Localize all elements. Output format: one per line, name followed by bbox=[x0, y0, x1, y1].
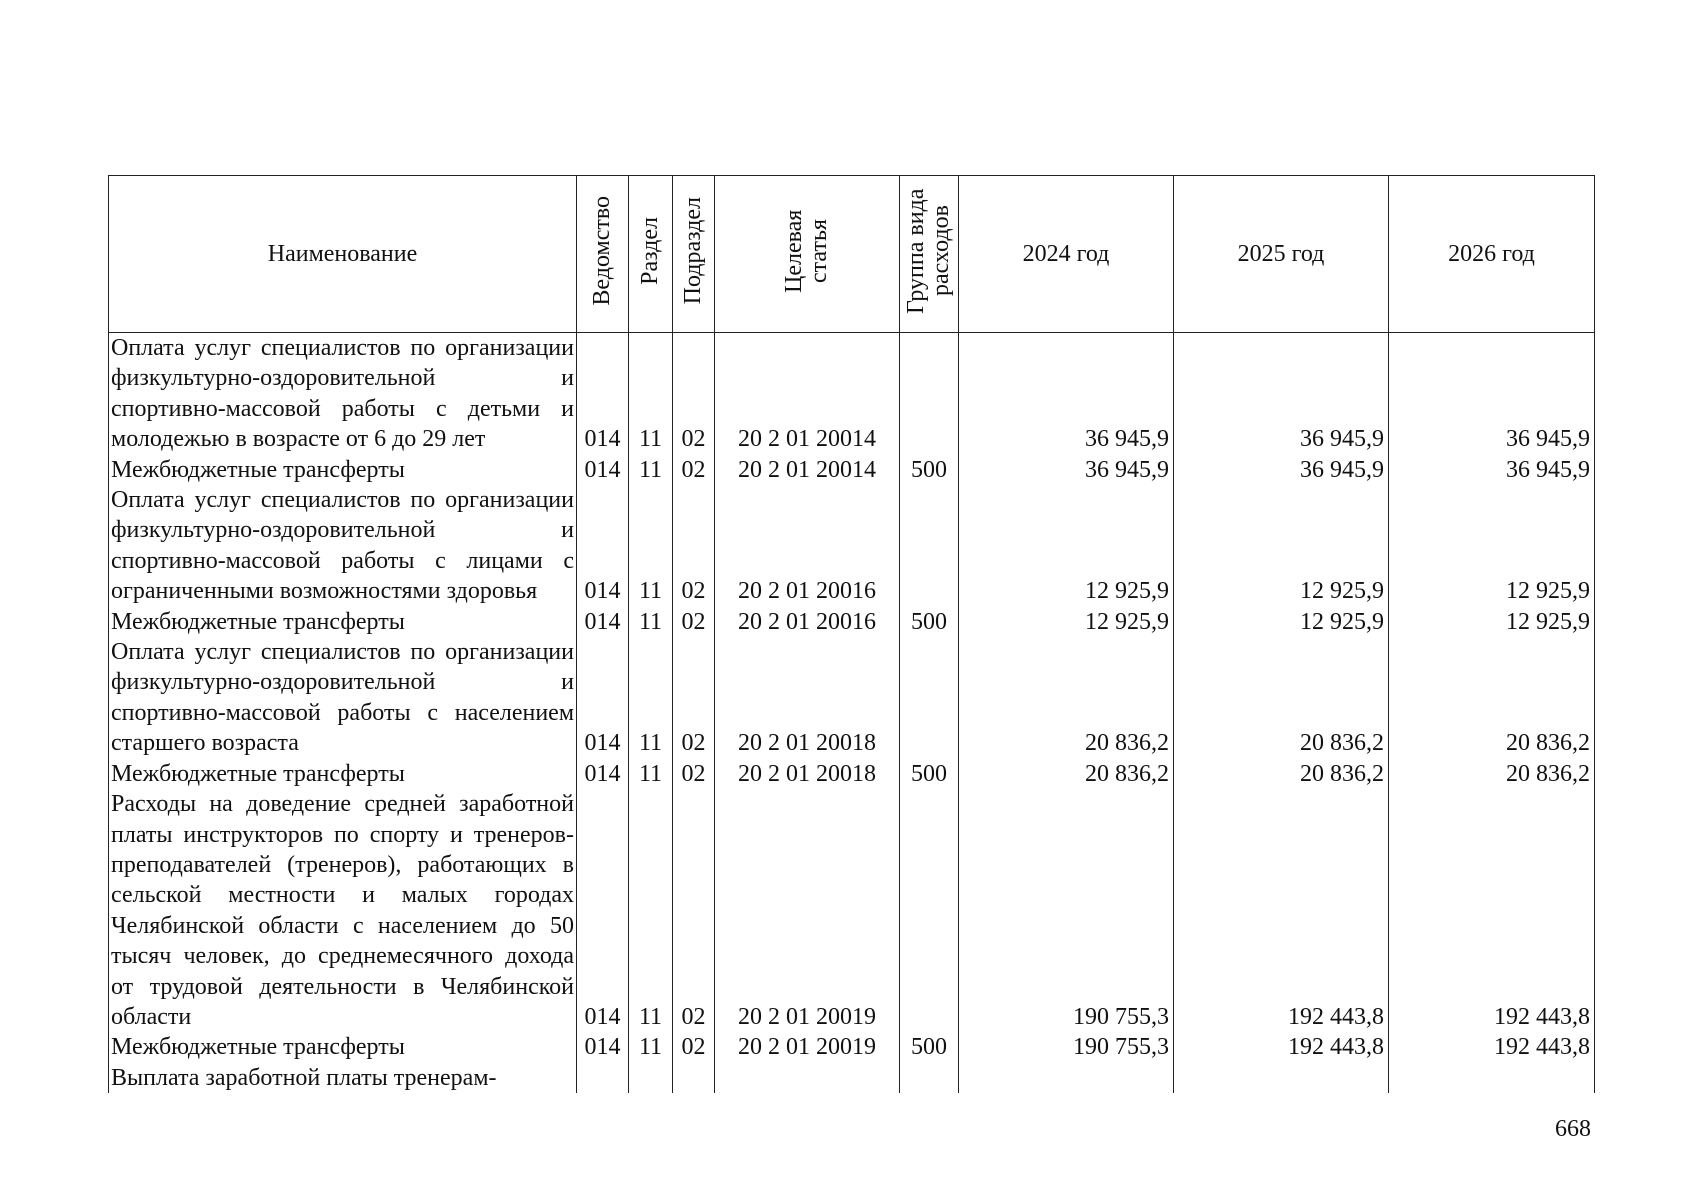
cell-celevaya: 20 2 01 20018 bbox=[715, 759, 900, 789]
cell-vedomstvo: 014 bbox=[577, 485, 629, 607]
cell-podrazdel: 02 bbox=[673, 1032, 715, 1062]
cell-razdel: 11 bbox=[629, 1032, 673, 1062]
cell-2024: 12 925,9 bbox=[959, 607, 1174, 637]
cell-vedomstvo: 014 bbox=[577, 637, 629, 759]
cell-2026 bbox=[1389, 1063, 1595, 1093]
cell-gruppa: 500 bbox=[900, 759, 959, 789]
cell-2024: 20 836,2 bbox=[959, 759, 1174, 789]
cell-2026: 20 836,2 bbox=[1389, 637, 1595, 759]
cell-celevaya: 20 2 01 20018 bbox=[715, 637, 900, 759]
table-header bbox=[109, 176, 1595, 333]
cell-podrazdel: 02 bbox=[673, 333, 715, 455]
table-row bbox=[109, 1063, 1595, 1093]
cell-gruppa bbox=[900, 1063, 959, 1093]
cell-razdel: 11 bbox=[629, 637, 673, 759]
cell-name: Межбюджетные трансферты bbox=[109, 607, 577, 637]
header-celevaya: Целевая статья bbox=[715, 176, 900, 333]
cell-vedomstvo: 014 bbox=[577, 759, 629, 789]
cell-gruppa bbox=[900, 333, 959, 455]
cell-2024: 190 755,3 bbox=[959, 789, 1174, 1032]
cell-vedomstvo: 014 bbox=[577, 455, 629, 485]
cell-celevaya: 20 2 01 20019 bbox=[715, 789, 900, 1032]
cell-2024 bbox=[959, 1063, 1174, 1093]
cell-vedomstvo: 014 bbox=[577, 789, 629, 1032]
cell-gruppa bbox=[900, 637, 959, 759]
cell-gruppa bbox=[900, 485, 959, 607]
cell-2025: 192 443,8 bbox=[1174, 789, 1389, 1032]
cell-2024: 36 945,9 bbox=[959, 455, 1174, 485]
cell-2025: 192 443,8 bbox=[1174, 1032, 1389, 1062]
cell-2026: 12 925,9 bbox=[1389, 607, 1595, 637]
table-body bbox=[109, 333, 1595, 1094]
cell-name: Межбюджетные трансферты bbox=[109, 455, 577, 485]
cell-gruppa bbox=[900, 789, 959, 1032]
cell-2026: 12 925,9 bbox=[1389, 485, 1595, 607]
cell-podrazdel bbox=[673, 1063, 715, 1093]
cell-2024: 12 925,9 bbox=[959, 485, 1174, 607]
header-gruppa: Группа вида расходов bbox=[900, 176, 959, 333]
cell-podrazdel: 02 bbox=[673, 789, 715, 1032]
cell-razdel: 11 bbox=[629, 789, 673, 1032]
cell-name: Оплата услуг специалистов по организации физкультурно-оздоровительной и спортивно-массовой работы с лицами с ограниченными возможностями здоровья bbox=[109, 485, 577, 607]
cell-podrazdel: 02 bbox=[673, 455, 715, 485]
table-row bbox=[109, 789, 1595, 1032]
header-name: Наименование bbox=[109, 176, 577, 333]
cell-name: Выплата заработной платы тренерам- bbox=[109, 1063, 577, 1093]
cell-gruppa: 500 bbox=[900, 455, 959, 485]
table-row bbox=[109, 485, 1595, 607]
table-row bbox=[109, 607, 1595, 637]
cell-podrazdel: 02 bbox=[673, 607, 715, 637]
cell-2025: 12 925,9 bbox=[1174, 607, 1389, 637]
header-2024: 2024 год bbox=[959, 176, 1174, 333]
cell-celevaya: 20 2 01 20014 bbox=[715, 333, 900, 455]
cell-podrazdel: 02 bbox=[673, 637, 715, 759]
cell-podrazdel: 02 bbox=[673, 485, 715, 607]
cell-2026: 20 836,2 bbox=[1389, 759, 1595, 789]
table-row bbox=[109, 759, 1595, 789]
cell-vedomstvo bbox=[577, 1063, 629, 1093]
cell-2025: 12 925,9 bbox=[1174, 485, 1389, 607]
cell-celevaya: 20 2 01 20019 bbox=[715, 1032, 900, 1062]
cell-razdel: 11 bbox=[629, 333, 673, 455]
cell-gruppa: 500 bbox=[900, 1032, 959, 1062]
cell-2026: 192 443,8 bbox=[1389, 1032, 1595, 1062]
cell-celevaya: 20 2 01 20016 bbox=[715, 485, 900, 607]
header-2026: 2026 год bbox=[1389, 176, 1595, 333]
table-row bbox=[109, 333, 1595, 455]
cell-celevaya bbox=[715, 1063, 900, 1093]
cell-vedomstvo: 014 bbox=[577, 1032, 629, 1062]
cell-razdel: 11 bbox=[629, 455, 673, 485]
table-row bbox=[109, 455, 1595, 485]
cell-vedomstvo: 014 bbox=[577, 333, 629, 455]
cell-name: Оплата услуг специалистов по организации физкультурно-оздоровительной и спортивно-массовой работы с населением старшего возраста bbox=[109, 637, 577, 759]
table-row bbox=[109, 1032, 1595, 1062]
cell-2024: 20 836,2 bbox=[959, 637, 1174, 759]
cell-razdel: 11 bbox=[629, 759, 673, 789]
cell-2024: 36 945,9 bbox=[959, 333, 1174, 455]
cell-name: Оплата услуг специалистов по организации физкультурно-оздоровительной и спортивно-массовой работы с детьми и молодежью в возрасте от 6 до 29 лет bbox=[109, 333, 577, 455]
cell-2026: 36 945,9 bbox=[1389, 333, 1595, 455]
header-razdel: Раздел bbox=[629, 176, 673, 333]
cell-podrazdel: 02 bbox=[673, 759, 715, 789]
page-number: 668 bbox=[1555, 1116, 1591, 1142]
cell-name: Расходы на доведение средней заработной платы инструкторов по спорту и тренеров-преподавателей (тренеров), работающих в сельской местности и малых городах Челябинской области с населением до 50 тысяч человек, до среднемесячного дохода от трудовой деятельности в Челябинской области bbox=[109, 789, 577, 1032]
cell-celevaya: 20 2 01 20016 bbox=[715, 607, 900, 637]
cell-2025: 36 945,9 bbox=[1174, 333, 1389, 455]
cell-2025: 20 836,2 bbox=[1174, 759, 1389, 789]
cell-2024: 190 755,3 bbox=[959, 1032, 1174, 1062]
header-vedomstvo: Ведомство bbox=[577, 176, 629, 333]
table-row bbox=[109, 637, 1595, 759]
cell-2026: 192 443,8 bbox=[1389, 789, 1595, 1032]
cell-razdel: 11 bbox=[629, 485, 673, 607]
header-2025: 2025 год bbox=[1174, 176, 1389, 333]
cell-2026: 36 945,9 bbox=[1389, 455, 1595, 485]
cell-celevaya: 20 2 01 20014 bbox=[715, 455, 900, 485]
cell-vedomstvo: 014 bbox=[577, 607, 629, 637]
cell-name: Межбюджетные трансферты bbox=[109, 759, 577, 789]
cell-gruppa: 500 bbox=[900, 607, 959, 637]
cell-2025: 36 945,9 bbox=[1174, 455, 1389, 485]
cell-name: Межбюджетные трансферты bbox=[109, 1032, 577, 1062]
cell-razdel: 11 bbox=[629, 607, 673, 637]
header-podrazdel: Подраздел bbox=[673, 176, 715, 333]
cell-razdel bbox=[629, 1063, 673, 1093]
budget-table bbox=[108, 175, 1595, 1093]
cell-2025 bbox=[1174, 1063, 1389, 1093]
cell-2025: 20 836,2 bbox=[1174, 637, 1389, 759]
